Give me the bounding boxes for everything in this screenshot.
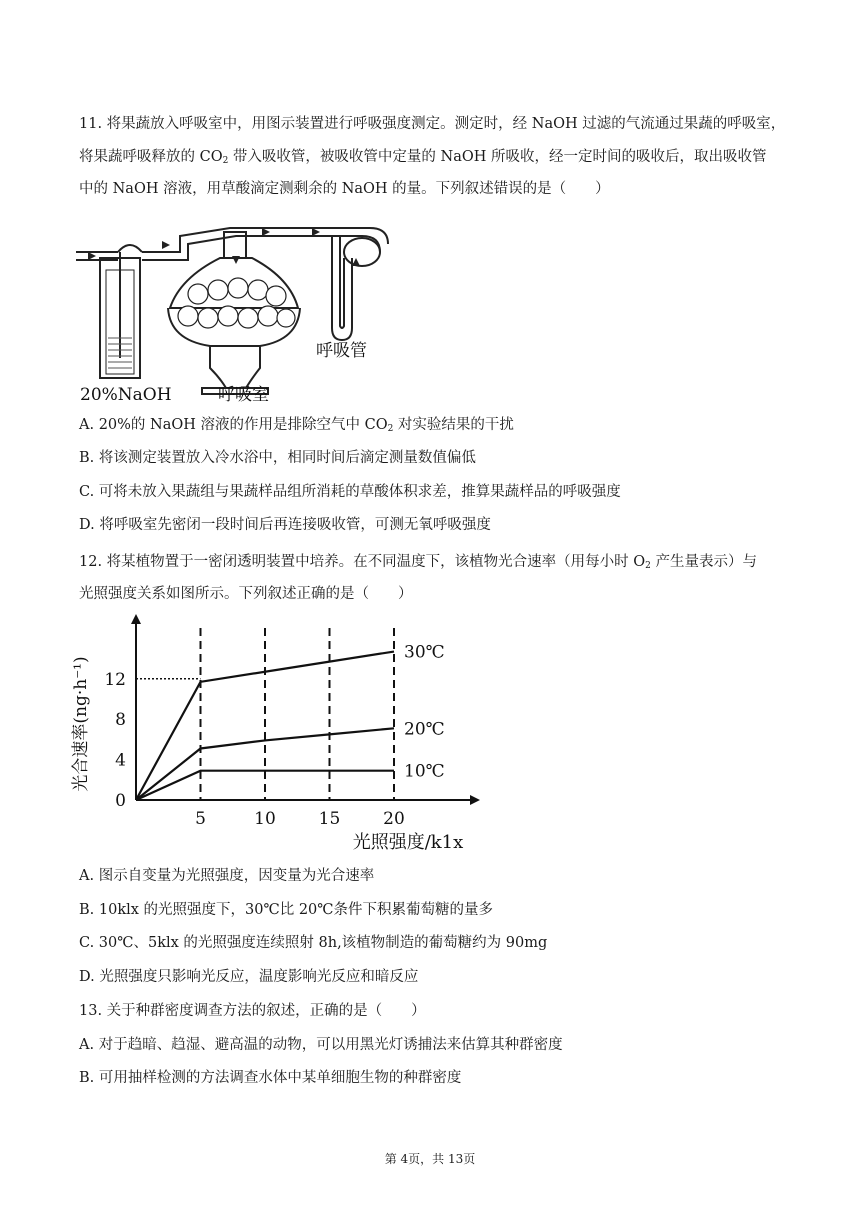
x-axis-label: 光照强度/k1x	[352, 832, 464, 853]
q12-stem-line-1: 12. 将某植物置于一密闭透明装置中培养。在不同温度下，该植物光合速率（用每小时 $O_2$ 产生量表示）与	[79, 554, 758, 571]
y-axis-label: 光合速率(ng·h⁻¹)	[71, 656, 91, 792]
x-tick-label-5: 5	[195, 809, 206, 829]
y-tick-label-8: 8	[115, 710, 126, 731]
series-label-30℃: 30℃	[404, 642, 445, 663]
x-tick-label-15: 15	[318, 809, 341, 829]
q12-option-c: C. 30℃、5klx 的光照强度连续照射 8h,该植物制造的葡萄糖约为 90mg	[79, 935, 548, 951]
q11-option-b: B. 将该测定装置放入冷水浴中，相同时间后滴定测量数值偏低	[79, 450, 476, 466]
photosynthesis-rate-chart	[70, 614, 490, 856]
page-footer: 第 4页，共 13页	[384, 1152, 476, 1166]
q13-option-a: A. 对于趋暗、趋湿、避高温的动物，可以用黑光灯诱捕法来估算其种群密度	[79, 1037, 563, 1053]
q12-stem-line-2: 光照强度关系如图所示。下列叙述正确的是（ ）	[79, 586, 413, 602]
x-tick-label-20: 20	[383, 809, 405, 829]
q13-stem: 13. 关于种群密度调查方法的叙述，正确的是（ ）	[79, 1003, 426, 1019]
q11-stem-line-3: 中的 NaOH 溶液，用草酸滴定测剩余的 NaOH 的量。下列叙述错误的是（ ）	[79, 181, 610, 197]
q11-option-d: D. 将呼吸室先密闭一段时间后再连接吸收管，可测无氧呼吸强度	[79, 517, 491, 533]
label-naoh: 20%NaOH	[80, 385, 172, 404]
q12-option-a: A. 图示自变量为光照强度，因变量为光合速率	[79, 868, 375, 884]
y-tick-label-0: 0	[115, 791, 126, 811]
respiration-apparatus-figure	[70, 218, 400, 404]
series-label-10℃: 10℃	[404, 761, 445, 782]
label-respiration-chamber: 呼吸室	[218, 385, 269, 404]
q12-option-b: B. 10klx 的光照强度下，30℃比 20℃条件下积累葡萄糖的量多	[79, 902, 493, 918]
y-axis-arrow	[131, 614, 141, 624]
y-tick-label-4: 4	[115, 750, 126, 771]
y-tick-label-12: 12	[104, 669, 126, 690]
x-tick-label-10: 10	[254, 809, 276, 829]
q11-option-a: A. 20%的 NaOH 溶液的作用是排除空气中 $CO_2$ 对实验结果的干扰	[79, 417, 514, 434]
q11-stem-line-1: 11. 将果蔬放入呼吸室中，用图示装置进行呼吸强度测定。测定时，经 NaOH 过滤的气流通过果蔬的呼吸室，	[79, 116, 786, 132]
series-label-20℃: 20℃	[404, 719, 445, 740]
q11-stem-line-2: 将果蔬呼吸释放的 $CO_2$ 带入吸收管，被吸收管中定量的 NaOH 所吸收，经一定时间的吸收后，取出吸收管	[79, 149, 767, 166]
q11-option-c: C. 可将未放入果蔬组与果蔬样品组所消耗的草酸体积求差，推算果蔬样品的呼吸强度	[79, 484, 621, 500]
q12-option-d: D. 光照强度只影响光反应，温度影响光反应和暗反应	[79, 969, 419, 985]
q13-option-b: B. 可用抽样检测的方法调查水体中某单细胞生物的种群密度	[79, 1070, 462, 1086]
x-axis-arrow	[470, 795, 480, 805]
label-absorption-tube: 呼吸管	[316, 341, 367, 361]
